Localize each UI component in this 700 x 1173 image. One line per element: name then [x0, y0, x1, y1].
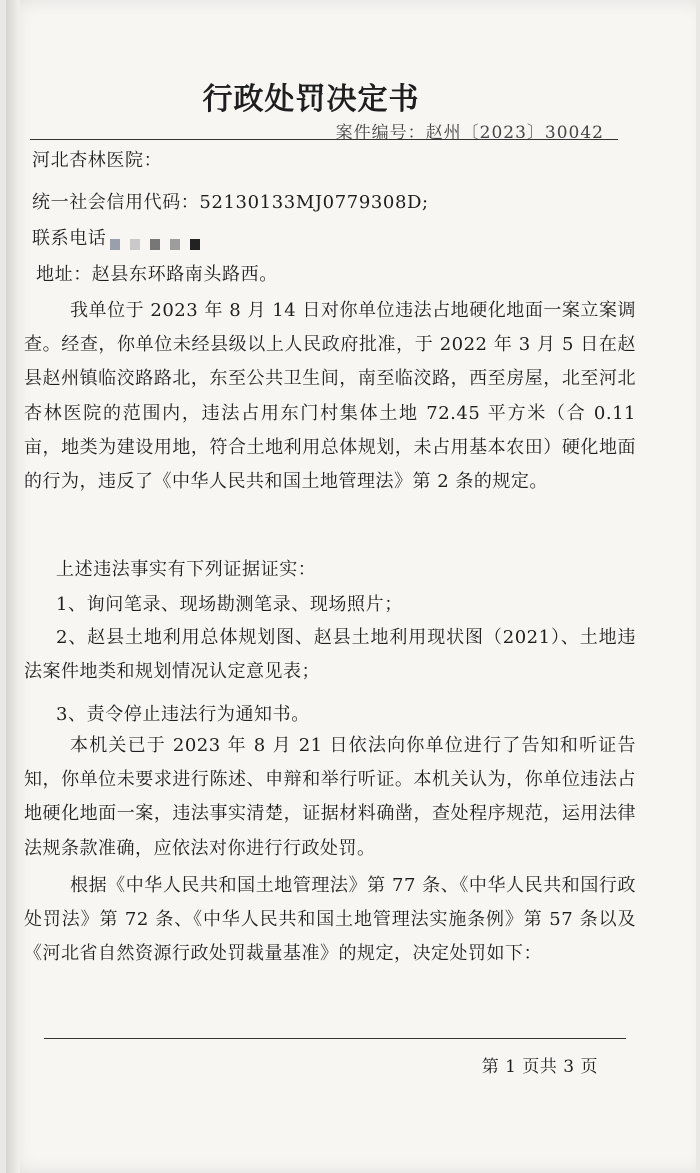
address-line: 地址：赵县东环路南头路西。 [36, 264, 278, 285]
recipient-name: 河北杏林医院： [32, 150, 163, 171]
evidence-item-3: 3、责令停止违法行为通知书。 [56, 704, 310, 725]
phone-line [32, 224, 210, 250]
notice-paragraph: 本机关已于 2023 年 8 月 21 日依法向你单位进行了告知和听证告知，你单位未要求进行陈述、申辩和举行听证。本机关认为，你单位违法占地硬化地面一案，违法事实清楚，证据材料确凿，查处程序规范，运用法律法规条款准确，应依法对你进行行政处罚。 [24, 735, 636, 859]
document-title: 行政处罚决定书 [202, 82, 420, 117]
page-edge-shadow [6, 0, 20, 1173]
credit-code: 统一社会信用代码：52130133MJ0779308D; [32, 192, 429, 213]
case-number: 案件编号：赵州〔2023〕30042 [335, 123, 604, 143]
footer-divider [44, 1038, 626, 1039]
phone-label: 联系电话 [32, 228, 107, 249]
evidence-item-2: 2、赵县土地利用总体规划图、赵县土地利用现状图（2021）、土地违法案件地类和规划情况认定意见表； [24, 627, 636, 683]
evidence-intro: 上述违法事实有下列证据证实： [56, 559, 317, 580]
redacted-phone-mask [110, 234, 210, 245]
document-page [6, 0, 696, 1173]
fact-paragraph: 我单位于 2023 年 8 月 14 日对你单位违法占地硬化地面一案立案调查。经查，你单位未经县级以上人民政府批准，于 2022 年 3 月 5 日在赵县赵州镇临洨路路北，东至公共卫生间，南至临洨路，西至房屋，北至河北杏林医院的范围内，违法占用东门村集体土地 72.45 平方米（合 0.11 亩，地类为建设用地，符合土地利用总体规划，未占用基本农田）硬化地面的行为，违反了《中华人民共和国土地管理法》第 2 条的规定。 [24, 300, 636, 493]
basis-paragraph: 根据《中华人民共和国土地管理法》第 77 条、《中华人民共和国行政处罚法》第 72 条、《中华人民共和国土地管理法实施条例》第 57 条以及《河北省自然资源行政处罚裁量基准》的规定，决定处罚如下： [24, 875, 636, 965]
evidence-item-1: 1、询问笔录、现场勘测笔录、现场照片； [56, 594, 403, 615]
header-divider [30, 139, 618, 140]
page-number: 第 1 页共 3 页 [481, 1057, 598, 1077]
